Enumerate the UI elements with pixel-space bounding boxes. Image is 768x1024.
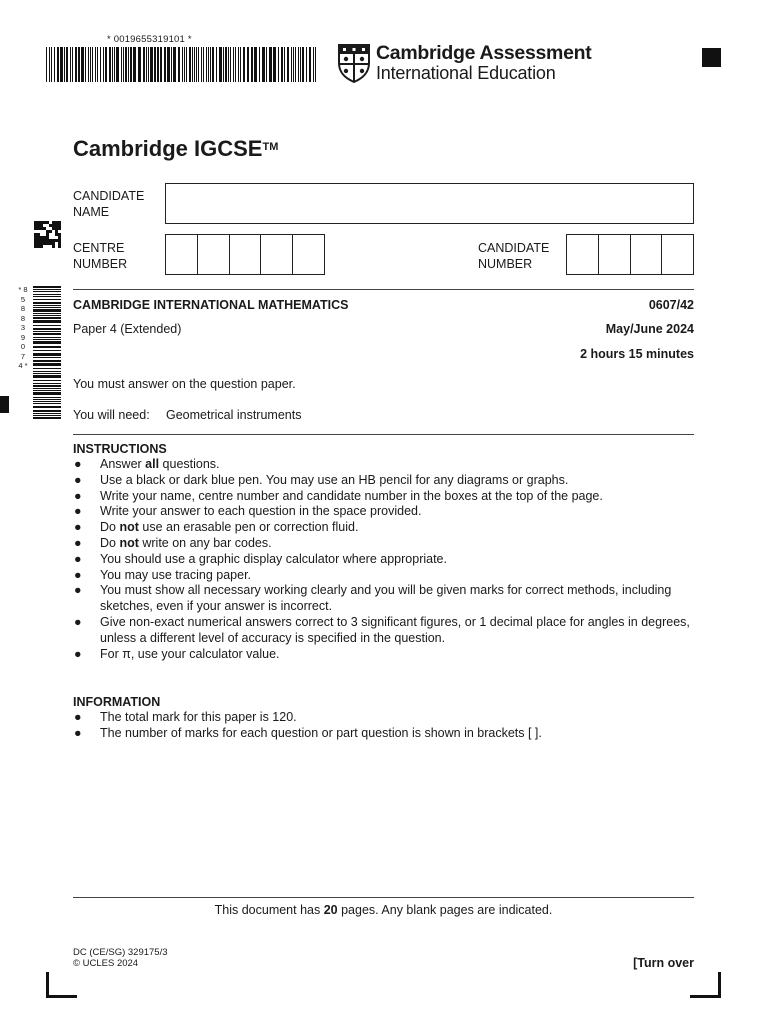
barcode-bar — [33, 339, 61, 340]
barcode-bar — [33, 286, 61, 288]
barcode-bar — [66, 47, 68, 82]
barcode-bar — [33, 333, 61, 335]
footer-divider — [73, 897, 694, 898]
barcode-bar — [273, 47, 276, 82]
barcode-bar — [230, 47, 231, 82]
barcode-bar — [121, 47, 122, 82]
barcode-bar — [33, 363, 61, 366]
barcode-bar — [33, 399, 61, 400]
information-item — [73, 726, 698, 742]
barcode-bar — [85, 47, 86, 82]
barcode-bar — [313, 47, 314, 82]
information-heading: INFORMATION — [73, 695, 161, 709]
side-code: * 8 5 8 8 3 9 0 7 4 * — [18, 285, 28, 370]
barcode-bar — [33, 350, 61, 351]
instruction-item — [73, 520, 698, 536]
instruction-text: You must show all necessary working clearly and you will be given marks for correct methods, including sketches, even if your answer is incorrect. — [100, 583, 672, 614]
barcode-bar — [33, 357, 61, 358]
barcode-bar — [33, 337, 61, 338]
subject-code: 0607/42 — [648, 298, 694, 312]
barcode-bar — [284, 47, 285, 82]
barcode-bar — [208, 47, 209, 82]
barcode-bar — [33, 315, 61, 316]
side-barcode — [33, 286, 61, 420]
barcode-bar — [33, 417, 61, 419]
cambridge-crest-icon — [337, 43, 371, 83]
barcode-bar — [33, 368, 61, 369]
barcode-bar — [33, 296, 61, 297]
barcode-number: * 0019655319101 * — [107, 34, 192, 45]
digit-cell[interactable] — [631, 235, 663, 274]
barcode-bar — [138, 47, 141, 82]
label-line: NUMBER — [478, 257, 533, 271]
barcode-bar — [33, 401, 61, 402]
you-will-need-label: You will need: — [73, 408, 150, 422]
barcode-bar — [33, 380, 61, 381]
barcode-bar — [219, 47, 222, 82]
logo-line-2: International Education — [376, 63, 556, 83]
you-will-need-value: Geometrical instruments — [166, 408, 302, 422]
qr-module — [52, 245, 55, 248]
registration-mark-left — [0, 396, 9, 413]
barcode-bar — [33, 299, 61, 300]
barcode-bar — [33, 309, 61, 312]
crop-mark-bottom-left — [46, 995, 77, 998]
barcode-bar — [233, 47, 234, 82]
candidate-number-label — [478, 240, 549, 272]
barcode-bar — [225, 47, 227, 82]
instruction-emphasis: not — [119, 520, 139, 535]
digit-cell[interactable] — [198, 235, 230, 274]
page-count-post: pages. Any blank pages are indicated. — [337, 903, 553, 917]
instruction-item — [73, 489, 698, 505]
barcode-bar — [178, 47, 180, 82]
barcode-bar — [46, 47, 47, 82]
divider — [73, 289, 694, 290]
barcode-bar — [33, 305, 61, 306]
barcode-bar — [33, 346, 61, 348]
barcode-bar — [269, 47, 272, 82]
barcode-bar — [33, 289, 61, 290]
barcode-bar — [116, 47, 119, 82]
barcode-bar — [266, 47, 267, 82]
barcode-bar — [302, 47, 304, 82]
barcode-bar — [33, 331, 61, 332]
qr-module — [58, 227, 61, 230]
digit-cell[interactable] — [599, 235, 631, 274]
barcode-bar — [128, 47, 129, 82]
barcode-bar — [92, 47, 93, 82]
page-title — [73, 136, 278, 162]
barcode-bar — [194, 47, 195, 82]
paper-name: Paper 4 (Extended) — [73, 322, 182, 336]
barcode-bar — [210, 47, 211, 82]
digit-cell[interactable] — [662, 235, 693, 274]
exam-session: May/June 2024 — [605, 322, 694, 336]
barcode-bar — [154, 47, 156, 82]
candidate-number-field[interactable] — [566, 234, 694, 275]
bullet-icon: ● — [74, 614, 82, 629]
instructions-heading: INSTRUCTIONS — [73, 442, 167, 456]
document-ref: DC (CE/SG) 329175/3 — [73, 947, 168, 958]
bullet-icon: ● — [74, 551, 82, 566]
barcode-bar — [54, 47, 55, 82]
instruction-text: You should use a graphic display calculator where appropriate. — [100, 551, 447, 566]
barcode-bar — [33, 291, 61, 292]
barcode-bar — [148, 47, 149, 82]
barcode-bar — [103, 47, 104, 82]
digit-cell[interactable] — [166, 235, 198, 274]
barcode-bar — [70, 47, 71, 82]
information-text: The number of marks for each question or part question is shown in brackets [ ]. — [100, 725, 542, 740]
barcode-bar — [33, 410, 61, 412]
instruction-item — [73, 647, 698, 663]
digit-cell[interactable] — [261, 235, 293, 274]
barcode-bar — [95, 47, 96, 82]
copyright: © UCLES 2024 — [73, 958, 139, 969]
instruction-text: use an erasable pen or correction fluid. — [138, 520, 359, 535]
barcode-bar — [150, 47, 153, 82]
bullet-icon: ● — [74, 520, 82, 535]
barcode-bar — [295, 47, 296, 82]
barcode-bar — [262, 47, 265, 82]
barcode-bar — [33, 383, 61, 384]
logo-line-1: Cambridge Assessment — [376, 42, 592, 64]
instruction-text: Use a black or dark blue pen. You may use an HB pencil for any diagrams or graphs. — [100, 472, 569, 487]
qr-module — [58, 245, 61, 248]
barcode-bar — [291, 47, 292, 82]
qr-module — [49, 230, 52, 233]
trademark: TM — [262, 141, 279, 153]
barcode-bar — [33, 313, 61, 314]
instruction-item — [73, 615, 698, 647]
label-line: CANDIDATE — [478, 241, 550, 255]
barcode-bar — [167, 47, 170, 82]
barcode-bar — [33, 341, 61, 344]
barcode-bar — [278, 47, 279, 82]
barcode-bar — [33, 353, 61, 356]
barcode-bar — [33, 385, 61, 387]
barcode-bar — [33, 320, 61, 323]
instruction-text: For π, use your calculator value. — [100, 646, 280, 661]
barcode-bar — [189, 47, 191, 82]
barcode-bar — [60, 47, 63, 82]
instruction-item — [73, 473, 698, 489]
candidate-name-label — [73, 188, 144, 220]
barcode-bar — [33, 406, 61, 408]
barcode-bar — [97, 47, 98, 82]
instruction-text: Write your answer to each question in the space provided. — [100, 504, 422, 519]
barcode-bar — [228, 47, 229, 82]
label-line: NAME — [73, 205, 110, 219]
instruction-item — [73, 583, 698, 615]
barcode-bar — [212, 47, 214, 82]
instruction-text: You may use tracing paper. — [100, 567, 252, 582]
instruction-emphasis: all — [145, 457, 160, 471]
registration-mark-top-right — [702, 48, 721, 67]
instruction-emphasis: not — [119, 535, 139, 550]
barcode-bar — [184, 47, 185, 82]
qr-module — [40, 245, 43, 248]
barcode-bar — [109, 47, 111, 82]
bullet-icon: ● — [74, 535, 82, 550]
label-line: CENTRE — [73, 241, 125, 255]
barcode-bar — [247, 47, 249, 82]
barcode-bar — [198, 47, 199, 82]
barcode-bar — [33, 328, 61, 330]
barcode-bar — [81, 47, 84, 82]
centre-number-label — [73, 240, 127, 272]
title-text: Cambridge IGCSE — [73, 136, 263, 161]
barcode-bar — [33, 390, 61, 391]
barcode-bar — [33, 373, 61, 374]
bullet-icon: ● — [74, 646, 82, 661]
bullet-icon: ● — [74, 710, 82, 724]
barcode-bar — [143, 47, 145, 82]
label-line: NUMBER — [73, 257, 128, 271]
barcode-bar — [309, 47, 311, 82]
barcode-bar — [33, 371, 61, 372]
candidate-name-field[interactable] — [165, 183, 694, 224]
barcode-bar — [293, 47, 294, 82]
barcode-bar — [100, 47, 101, 82]
barcode-bar — [238, 47, 239, 82]
instruction-item — [73, 504, 698, 520]
barcode-bar — [298, 47, 299, 82]
barcode-bar — [173, 47, 176, 82]
bullet-icon: ● — [74, 457, 82, 471]
barcode-bar — [114, 47, 115, 82]
instruction-text: Do — [100, 535, 120, 550]
bullet-icon: ● — [74, 583, 82, 598]
digit-cell[interactable] — [230, 235, 262, 274]
label-line: CANDIDATE — [73, 189, 145, 203]
bullet-icon: ● — [74, 567, 82, 582]
instruction-text: Give non-exact numerical answers correct to 3 significant figures, or 1 decimal place for angles in degrees, unless a different level of accuracy is specified in the question. — [100, 614, 690, 645]
barcode-bar — [33, 392, 61, 395]
barcode-bar — [201, 47, 202, 82]
barcode-bar — [112, 47, 113, 82]
barcode-bar — [186, 47, 187, 82]
barcode-bar — [203, 47, 204, 82]
divider — [73, 434, 694, 435]
instruction-text: Write your name, centre number and candidate number in the boxes at the top of the page. — [100, 488, 603, 503]
barcode-bar — [254, 47, 257, 82]
barcode-bar — [33, 360, 61, 362]
page-count-pre: This document has — [214, 903, 324, 917]
barcode-bar — [133, 47, 136, 82]
digit-cell[interactable] — [293, 235, 324, 274]
barcode-bar — [281, 47, 283, 82]
bullet-icon: ● — [74, 472, 82, 487]
barcode-bar — [33, 397, 61, 398]
turn-over: [Turn over — [633, 956, 694, 970]
barcode-bar — [206, 47, 207, 82]
barcode-bar — [105, 47, 107, 82]
barcode-bar — [182, 47, 183, 82]
barcode-bar — [160, 47, 162, 82]
barcode-bar — [33, 388, 61, 389]
barcode-bar — [57, 47, 59, 82]
subject-name: CAMBRIDGE INTERNATIONAL MATHEMATICS — [73, 298, 349, 312]
barcode-bar — [49, 47, 50, 82]
barcode-bar — [287, 47, 289, 82]
instruction-text: Do — [100, 520, 120, 535]
digit-cell[interactable] — [567, 235, 599, 274]
barcode-bar — [33, 317, 61, 319]
barcode-bar — [259, 47, 260, 82]
barcode-bar — [123, 47, 124, 82]
instruction-text: write on any bar codes. — [138, 535, 272, 550]
qr-code — [34, 221, 60, 247]
information-item — [73, 710, 698, 726]
barcode-bar — [33, 302, 61, 304]
instruction-item — [73, 536, 698, 552]
barcode-bar — [33, 403, 61, 404]
barcode-bar — [72, 47, 73, 82]
barcode-bar — [235, 47, 236, 82]
top-barcode — [46, 47, 320, 82]
barcode-bar — [33, 375, 61, 378]
barcode-bar — [306, 47, 307, 82]
instruction-text: Answer — [100, 457, 146, 471]
crop-mark-bottom-right — [690, 995, 721, 998]
bullet-icon: ● — [74, 488, 82, 503]
instruction-item — [73, 568, 698, 584]
barcode-bar — [33, 415, 61, 416]
barcode-bar — [243, 47, 245, 82]
centre-number-field[interactable] — [165, 234, 325, 275]
instruction-item — [73, 457, 698, 473]
barcode-bar — [90, 47, 91, 82]
barcode-bar — [216, 47, 217, 82]
barcode-bar — [33, 294, 61, 295]
barcode-bar — [33, 307, 61, 308]
page-count-number: 20 — [323, 903, 338, 917]
barcode-bar — [146, 47, 147, 82]
barcode-bar — [51, 47, 52, 82]
barcode-bar — [300, 47, 301, 82]
barcode-bar — [164, 47, 166, 82]
exam-duration: 2 hours 15 minutes — [580, 347, 694, 361]
barcode-bar — [125, 47, 127, 82]
information-text: The total mark for this paper is 120. — [100, 710, 297, 724]
instruction-text: questions. — [159, 457, 220, 471]
page-count-note — [73, 902, 694, 918]
barcode-bar — [223, 47, 224, 82]
barcode-bar — [33, 413, 61, 414]
barcode-bar — [192, 47, 193, 82]
barcode-bar — [130, 47, 132, 82]
barcode-bar — [251, 47, 253, 82]
answer-on-paper: You must answer on the question paper. — [73, 377, 296, 391]
bullet-icon: ● — [74, 725, 82, 740]
barcode-bar — [78, 47, 80, 82]
bullet-icon: ● — [74, 504, 82, 519]
information-list — [73, 710, 698, 742]
barcode-bar — [75, 47, 77, 82]
barcode-bar — [171, 47, 172, 82]
barcode-bar — [157, 47, 159, 82]
barcode-bar — [64, 47, 65, 82]
instructions-list — [73, 457, 698, 662]
barcode-bar — [196, 47, 197, 82]
barcode-bar — [88, 47, 89, 82]
barcode-bar — [33, 325, 61, 326]
barcode-bar — [315, 47, 316, 82]
instruction-item — [73, 552, 698, 568]
barcode-bar — [240, 47, 241, 82]
